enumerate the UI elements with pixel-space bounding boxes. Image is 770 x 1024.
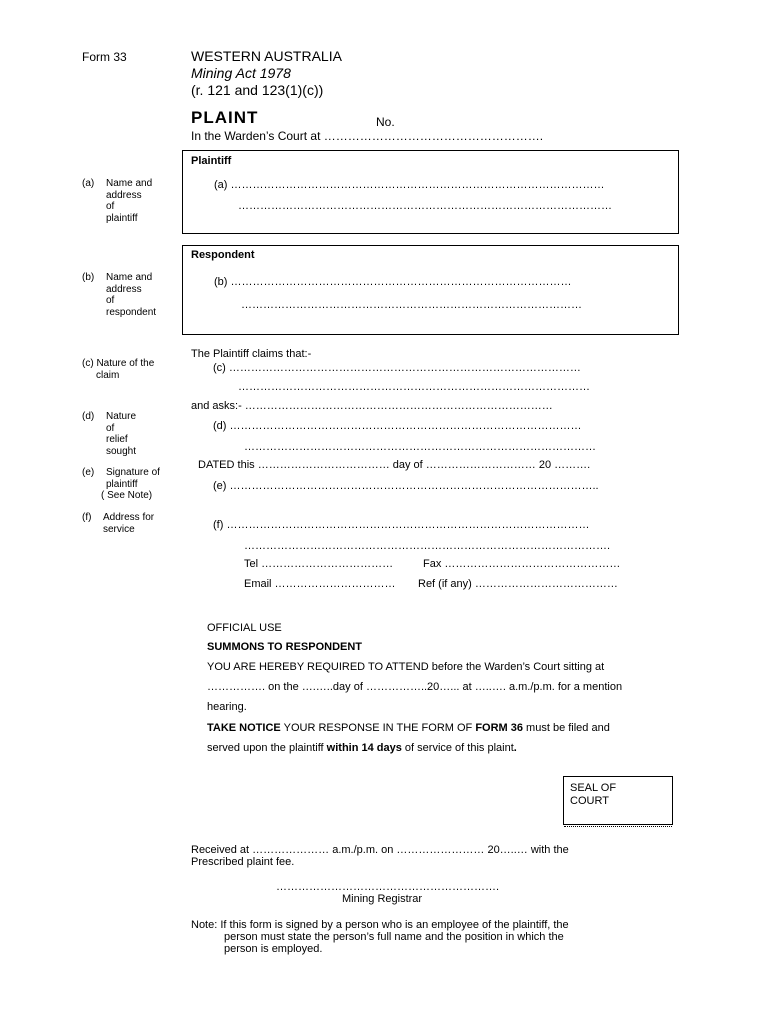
summons-line-3: hearing. <box>207 701 247 713</box>
served-line: served upon the plaintiff within 14 days of service of this plaint. <box>207 742 517 754</box>
regulation-reference: (r. 121 and 123(1)(c)) <box>191 82 324 98</box>
note-line-1: Note: If this form is signed by a person who is an employee of the plaintiff, the <box>191 919 569 931</box>
act-title: Mining Act 1978 <box>191 65 291 81</box>
dated-line: DATED this ……………………………… day of ………………………… 20 ………. <box>198 459 591 471</box>
service-address-line-1: (f) ……………………………………………………………………………………… <box>213 519 590 531</box>
fax-line: Fax ………………………………………… <box>423 558 621 570</box>
note-line-2: person must state the person’s full name and the position in which the <box>224 931 564 943</box>
plaintiff-line-1: (a) ………………………………………………………………………………………… <box>214 179 605 191</box>
jurisdiction-title: WESTERN AUSTRALIA <box>191 48 342 64</box>
plaintiff-heading: Plaintiff <box>191 155 232 167</box>
claim-line-1: (c) …………………………………………………………………………………… <box>213 362 581 374</box>
service-address-line-2: ………………………………………………………………………………………. <box>244 540 611 552</box>
plaintiff-box <box>182 150 679 234</box>
registrar-label: Mining Registrar <box>342 893 423 905</box>
page-title: PLAINT <box>191 108 259 127</box>
received-line-2: Prescribed plaint fee. <box>191 856 295 868</box>
received-line-1: Received at ………………… a.m./p.m. on …………………… 20…..… with the <box>191 844 569 856</box>
tel-line: Tel ……………………………… <box>244 558 394 570</box>
note-line-3: person is employed. <box>224 943 323 955</box>
court-location-line: In the Warden’s Court at ………………………………………………. <box>191 129 544 143</box>
seal-label-2: COURT <box>570 795 609 807</box>
relief-line-1: (d) …………………………………………………………………………………… <box>213 420 582 432</box>
summons-line-1: YOU ARE HEREBY REQUIRED TO ATTEND before the Warden’s Court sitting at <box>207 661 605 673</box>
summons-heading: SUMMONS TO RESPONDENT <box>207 641 363 653</box>
claims-intro: The Plaintiff claims that:- <box>191 348 312 360</box>
seal-of-court-box <box>563 776 673 825</box>
seal-label-1: SEAL OF <box>570 782 617 794</box>
take-notice-line: TAKE NOTICE YOUR RESPONSE IN THE FORM OF FORM 36 must be filed and <box>207 722 610 734</box>
respondent-heading: Respondent <box>191 249 255 261</box>
respondent-line-2: ………………………………………………………………………………… <box>241 299 582 311</box>
form-number: Form 33 <box>82 50 127 64</box>
reference-line: Ref (if any) ………………………………… <box>418 578 618 590</box>
registrar-signature-line: ……………………………………………………. <box>276 881 500 893</box>
claim-line-2: …………………………………………………………………………………… <box>238 381 590 393</box>
summons-line-2: ……………. on the ….…..day of ……………..20…... at …..…. a.m./p.m. for a mention <box>207 681 623 693</box>
side-note-a-letter: (a) <box>82 178 95 189</box>
official-use-heading: OFFICIAL USE <box>207 622 282 634</box>
respondent-box <box>182 245 679 335</box>
asks-line: and asks:- ………………………………………………………………………… <box>191 400 553 412</box>
plaintiff-line-2: ………………………………………………………………………………………… <box>238 200 612 212</box>
email-line: Email …………………………… <box>244 578 396 590</box>
relief-line-2: …………………………………………………………………………………… <box>244 441 596 453</box>
side-note-b-letter: (b) <box>82 272 95 283</box>
signature-line: (e) ……………………………………………………………………………………….. <box>213 480 599 492</box>
respondent-line-1: (b) ………………………………………………………………………………… <box>214 276 572 288</box>
plaint-number-label: No. <box>376 115 395 129</box>
